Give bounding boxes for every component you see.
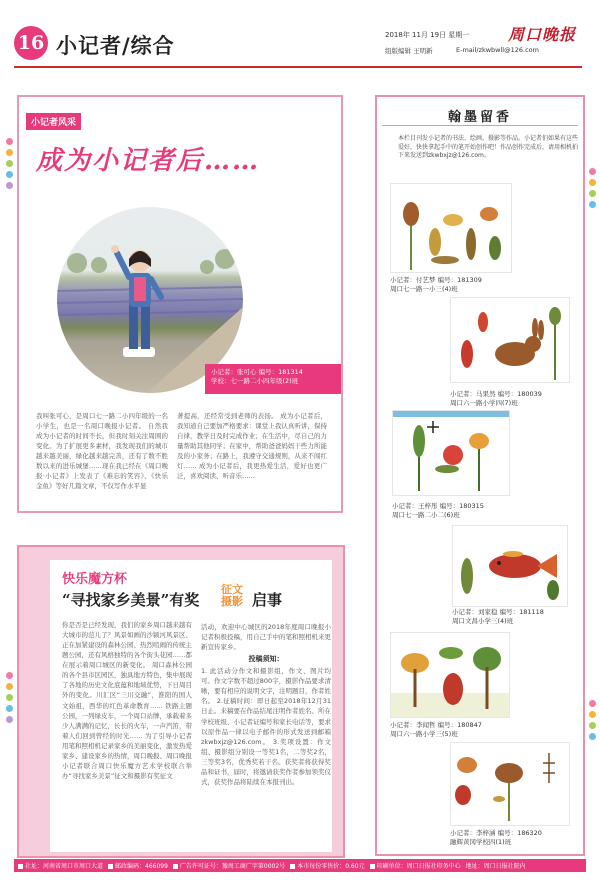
- footer-item: [18, 861, 103, 870]
- decorative-dots-right-lower: [589, 700, 597, 744]
- artwork-2-class: 周口六一路小学四(7)班: [450, 399, 518, 408]
- reporter-caption: [205, 364, 341, 394]
- leaf-collage-vase: [451, 743, 569, 825]
- artwork-3-caption: [392, 502, 484, 520]
- leaf-collage-flowers: [391, 184, 511, 272]
- decorative-dots-right: [589, 168, 597, 212]
- footer-price: 本市每份零售价：0.60元: [297, 863, 365, 870]
- artwork-1-caption: [390, 276, 482, 294]
- footer-item: [370, 861, 461, 870]
- artwork-6-author: 小记者：李梓涵 编号：186320: [450, 829, 542, 837]
- artwork-6: [450, 742, 570, 826]
- section-title: 小记者/综合: [56, 33, 175, 58]
- artwork-2-author: 小记者：马果然 编号：180039: [450, 390, 542, 398]
- artwork-4-author: 小记者：刘家稳 编号：181118: [452, 608, 544, 616]
- artwork-3-class: 周口七一路二小二(6)班: [392, 511, 460, 520]
- feature-title: 成为小记者后……: [36, 146, 261, 176]
- artwork-3: [392, 410, 510, 496]
- artwork-5-caption: [390, 721, 482, 739]
- artwork-4: [452, 525, 568, 607]
- artwork-1-class: 周口七一路一小三(4)班: [390, 285, 458, 294]
- artwork-6-caption: [450, 829, 542, 847]
- issue-date: 2018年 11月 19日 星期一: [385, 31, 470, 39]
- feature-body-col1: 我叫张可心，是周口七一路二小四年级的一名小学生，也是一名周口晚报小记者。 自然我成为小记者的时间不长，但我时刻关注周围的变化。为了扩展更多素材，我发现我们的城市越来越美丽，绿化越来越完善，还有了数不胜数以来的进乐城堡……现在我已经在《周口晚报·小记者》上发表了《难忘的笑容》、《快乐金鱼》等好几篇文章，不仅写作水平显: [36, 412, 168, 491]
- footer-postcode: 邮政编码：466099: [115, 863, 168, 870]
- artwork-1: [390, 183, 512, 273]
- contest-title-suffix: 启事: [252, 591, 283, 609]
- footer-address: 社址：河南省周口市周口大道: [25, 863, 104, 870]
- page-number: 16: [14, 26, 48, 60]
- decorative-dots-left-lower: [6, 672, 14, 727]
- footer-item: [173, 861, 285, 870]
- artwork-4-caption: [452, 608, 544, 626]
- reporter-school: 学校：七一路二小四年级(2)班: [211, 376, 299, 385]
- footer-item: [290, 861, 364, 870]
- submission-notes: 1. 此活动分作文和摄影组，作文、图片均可。作文字数不超过800字，摄影作品要求清晰，要有相应的说明文字，注明题目，作者姓名。 2.征稿时间：即日起至2018年12月31日止。来稿要在作品结尾注明作者姓名、所在学校班级、小记者证编号和家长电话等，要求以原作品一律以电子邮件的形式发送到邮箱zkwbxjz@126.com。 3.奖项设置：作文组、摄影组分别设一等奖1名，二等奖2名，三等奖3名，优秀奖若干名。获奖者将获得奖品和证书，届时，将邀请获奖作者参加领奖仪式，获奖作品将陆续在本报刊出。: [201, 667, 331, 786]
- artwork-4-class: 周口文昌小学三(4)班: [452, 617, 514, 626]
- contest-body-intro: 活动，欢迎中心城区的2018年度周口晚报小记者积极投稿，用自己手中的笔和照相机来更新宣传家乡。: [201, 623, 331, 652]
- footer-ad-license: 广告许可证号：豫周工商广字第0002号: [179, 863, 286, 870]
- contest-title: “寻找家乡美景”有奖: [62, 591, 200, 609]
- feature-body-col2: 著提高，还经常受到老师的表扬。 成为小记者后，我知道自己要加严格要求：课堂上我认真听讲，保持自律，教学日及时完成作业；在生活中，尽自己的力量帮助其他同学；在家中，帮助爸爸妈妈干些力所能及的小家务；在路上，我遵守交通规则，从来不闯红灯…… 成为小记者后，我更热爱生活，爱好也更广泛，喜欢阅读、听音乐……: [177, 412, 327, 481]
- feature-tag: 小记者风采: [26, 113, 81, 130]
- gallery-rule: [382, 125, 578, 126]
- artwork-2-caption: [450, 390, 542, 408]
- contest-brand: 快乐魔方杯: [62, 572, 128, 587]
- footer-printer: 印刷单位：周口日报社印务中心: [376, 863, 461, 870]
- decorative-dots-left: [6, 138, 14, 193]
- footer-bar: [14, 859, 586, 872]
- header-rule: [14, 66, 582, 68]
- contest-body-col1: 你是否是已经发现，我们的家乡周口越来越有大城市的范儿了？风景如画的沙颍河风景区、正在加紧建设的森林公园、热烈喧闹的传统主题公园，还有风格独特的各个街头花园……都在展示着周口城区的新变化。 周口森林公园的各个县市区园区，独具地方特色，集中展现了各地的历史文化底蕴和地域优势，下日周目外的变化。川汇区“三川交融”，淮阳的国人文始祖，西华的红色革命教育…… 铁路主题公园，一列绿皮车，一个周口站牌，承载着多少人满满的记忆，长长的火车，一声汽笛，带着人们回到曾经的时光…… 为了引导小记者用笔和照相机记录家乡的美丽变化，激发热爱家乡、建设家乡的热情，周口晚报、周口晚报小记者联合周口快乐魔方艺术学校联合举办“寻找家乡美景”征文和摄影有奖征文: [62, 621, 192, 780]
- artwork-5-class: 周口六一路小学三(5)班: [390, 730, 458, 739]
- footer-item: [108, 861, 168, 870]
- newspaper-logo: 周口晚报: [508, 25, 577, 44]
- editor-email: E-mail/zkwbwll@126.com: [456, 46, 539, 54]
- artwork-3-author: 小记者：王梓彤 编号：180315: [392, 502, 484, 510]
- leaf-collage-rabbit: [451, 298, 569, 382]
- footer-item: [466, 861, 526, 870]
- leaf-collage-fish: [453, 526, 567, 606]
- artwork-2: [450, 297, 570, 383]
- editor-credit: 组版编辑 王明新: [385, 47, 433, 55]
- gallery-title: 翰墨留香: [447, 110, 512, 125]
- artwork-5-author: 小记者：李闻哲 编号：180847: [390, 721, 482, 729]
- leaf-collage-pots: [393, 411, 509, 495]
- submission-notes-heading: 投稿须知：: [248, 655, 284, 664]
- reporter-name-number: 小记者：张可心 编号：181314: [211, 368, 303, 376]
- artwork-6-class: 融辉黄冈学校四(1)班: [450, 838, 512, 847]
- gallery-intro: 本栏目刊发小记者的书法、绘画、摄影等作品。小记者们如果有这些爱好，快快拿起手中的笔开始创作吧！作品创作完成后，请用相机拍下来发送到zkwbxjz@126.com。: [398, 135, 579, 160]
- footer-printer-address: 地址：周口日报社院内: [465, 863, 526, 870]
- artwork-1-author: 小记者：付艺梦 编号：181309: [390, 276, 482, 284]
- contest-kind: 征文摄影: [221, 583, 243, 609]
- artwork-5: [390, 632, 510, 718]
- leaf-collage-figures: [391, 633, 509, 717]
- contest-body-col2: [201, 622, 331, 787]
